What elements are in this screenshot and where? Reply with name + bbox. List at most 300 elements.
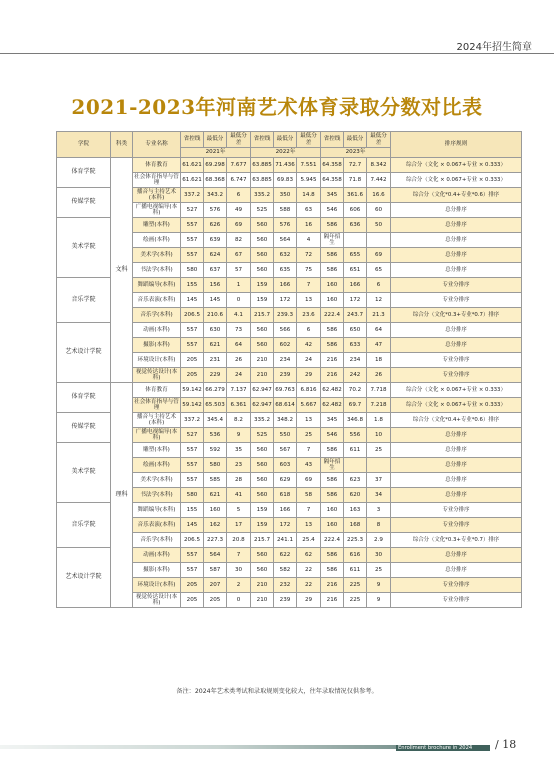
value-cell: 18 <box>367 353 391 368</box>
value-cell: 60 <box>367 203 391 218</box>
value-cell: 172 <box>344 293 367 308</box>
college-cell: 美术学院 <box>57 443 111 503</box>
value-cell: 557 <box>181 548 204 563</box>
rule-cell: 总分排序 <box>391 488 522 503</box>
value-cell: 65 <box>367 263 391 278</box>
value-cell: 16.6 <box>367 188 391 203</box>
value-cell: 7 <box>297 503 321 518</box>
rule-cell: 总分排序 <box>391 458 522 473</box>
value-cell: 59.142 <box>181 398 204 413</box>
rule-cell: 综合分（文化 × 0.067+专业 × 0.333） <box>391 158 522 173</box>
value-cell: 576 <box>204 203 227 218</box>
value-cell: 24 <box>227 368 251 383</box>
value-cell: 5.667 <box>297 398 321 413</box>
value-cell: 215.7 <box>251 533 274 548</box>
value-cell: 620 <box>344 488 367 503</box>
value-cell: 159 <box>251 278 274 293</box>
value-cell: 586 <box>321 443 344 458</box>
value-cell: 10 <box>367 428 391 443</box>
value-cell: 586 <box>321 218 344 233</box>
value-cell: 611 <box>344 563 367 578</box>
rule-cell: 专业分排序 <box>391 278 522 293</box>
value-cell: 560 <box>251 563 274 578</box>
value-cell: 23 <box>227 458 251 473</box>
table-header-row <box>57 132 522 148</box>
value-cell: 560 <box>251 323 274 338</box>
value-cell: 16 <box>297 218 321 233</box>
value-cell: 66.279 <box>204 383 227 398</box>
value-cell: 205 <box>204 593 227 608</box>
table-row <box>57 158 522 173</box>
value-cell: 557 <box>181 443 204 458</box>
major-cell: 动画(本科) <box>133 548 181 563</box>
value-cell: 632 <box>274 248 297 263</box>
value-cell: 557 <box>181 563 204 578</box>
value-cell: 69 <box>367 248 391 263</box>
value-cell: 560 <box>251 233 274 248</box>
value-cell: 隔年招生 <box>321 458 344 473</box>
rule-cell: 综合分（文化 × 0.067+专业 × 0.333） <box>391 173 522 188</box>
major-cell: 音乐学(本科) <box>133 308 181 323</box>
major-cell: 体育教育 <box>133 158 181 173</box>
value-cell: 72 <box>297 248 321 263</box>
value-cell: 62.947 <box>251 398 274 413</box>
value-cell: 585 <box>204 473 227 488</box>
rule-cell: 综合分（文化 × 0.067+专业 × 0.333） <box>391 398 522 413</box>
value-cell: 222.4 <box>321 533 344 548</box>
header-control-2022: 省控线 <box>251 132 274 148</box>
value-cell: 168 <box>344 518 367 533</box>
major-cell: 音乐学(本科) <box>133 533 181 548</box>
value-cell: 4 <box>297 233 321 248</box>
value-cell: 75 <box>297 263 321 278</box>
rule-cell: 总分排序 <box>391 263 522 278</box>
value-cell: 34 <box>367 488 391 503</box>
value-cell: 21.3 <box>367 308 391 323</box>
rule-cell: 综合分（文化*0.4+专业*0.6）排序 <box>391 188 522 203</box>
value-cell: 241.1 <box>274 533 297 548</box>
major-cell: 舞蹈编导(本科) <box>133 503 181 518</box>
page-number: / 18 <box>495 738 517 751</box>
value-cell: 22 <box>297 563 321 578</box>
value-cell: 69 <box>297 473 321 488</box>
value-cell: 64 <box>367 323 391 338</box>
value-cell: 5 <box>227 503 251 518</box>
value-cell: 25 <box>367 443 391 458</box>
value-cell: 162 <box>204 518 227 533</box>
major-cell: 书法学(本科) <box>133 488 181 503</box>
value-cell: 630 <box>204 323 227 338</box>
value-cell: 7.551 <box>297 158 321 173</box>
value-cell: 7 <box>297 278 321 293</box>
value-cell: 576 <box>274 218 297 233</box>
rule-cell: 专业分排序 <box>391 503 522 518</box>
value-cell: 557 <box>181 248 204 263</box>
value-cell: 29 <box>297 368 321 383</box>
college-cell: 体育学院 <box>57 158 111 188</box>
value-cell: 210 <box>251 593 274 608</box>
rule-cell: 总分排序 <box>391 473 522 488</box>
value-cell: 63.885 <box>251 173 274 188</box>
header-major: 专业名称 <box>133 132 181 158</box>
value-cell: 222.4 <box>321 308 344 323</box>
value-cell: 57 <box>227 263 251 278</box>
value-cell: 隔年招生 <box>321 233 344 248</box>
category-cell: 理科 <box>111 383 133 608</box>
value-cell: 560 <box>251 548 274 563</box>
value-cell: 557 <box>181 323 204 338</box>
value-cell: 216 <box>321 578 344 593</box>
value-cell: 160 <box>321 293 344 308</box>
value-cell: 636 <box>344 218 367 233</box>
header-diff-2023: 最低分差 <box>367 132 391 148</box>
value-cell: 2 <box>227 578 251 593</box>
value-cell: 525 <box>251 428 274 443</box>
value-cell: 50 <box>367 218 391 233</box>
value-cell: 62.482 <box>321 398 344 413</box>
header-min-2021: 最低分 <box>204 132 227 148</box>
value-cell: 564 <box>204 548 227 563</box>
value-cell: 586 <box>321 473 344 488</box>
value-cell: 7 <box>297 443 321 458</box>
value-cell: 557 <box>181 218 204 233</box>
value-cell: 28 <box>227 473 251 488</box>
value-cell: 546 <box>321 428 344 443</box>
value-cell: 155 <box>181 503 204 518</box>
value-cell: 6.361 <box>227 398 251 413</box>
value-cell: 69.298 <box>204 158 227 173</box>
value-cell: 629 <box>274 473 297 488</box>
value-cell: 566 <box>274 323 297 338</box>
value-cell: 6.747 <box>227 173 251 188</box>
college-cell: 艺术设计学院 <box>57 548 111 608</box>
header-rule: 排序规则 <box>391 132 522 158</box>
value-cell: 621 <box>204 338 227 353</box>
value-cell: 8.2 <box>227 413 251 428</box>
value-cell: 73 <box>227 323 251 338</box>
value-cell: 560 <box>251 263 274 278</box>
value-cell: 69.7 <box>344 398 367 413</box>
value-cell: 618 <box>274 488 297 503</box>
value-cell: 8.342 <box>367 158 391 173</box>
value-cell: 560 <box>251 218 274 233</box>
value-cell: 556 <box>344 428 367 443</box>
value-cell: 586 <box>321 563 344 578</box>
value-cell: 0 <box>227 293 251 308</box>
value-cell: 160 <box>204 503 227 518</box>
value-cell: 655 <box>344 248 367 263</box>
value-cell: 348.2 <box>274 413 297 428</box>
value-cell: 231 <box>204 353 227 368</box>
value-cell: 586 <box>321 248 344 263</box>
value-cell: 69.83 <box>274 173 297 188</box>
value-cell: 59.142 <box>181 383 204 398</box>
major-cell: 雕塑(本科) <box>133 443 181 458</box>
value-cell: 603 <box>274 458 297 473</box>
major-cell: 社会体育指导与管理 <box>134 173 179 186</box>
college-cell: 传媒学院 <box>57 188 111 218</box>
value-cell: 62 <box>297 548 321 563</box>
value-cell: 527 <box>181 203 204 218</box>
value-cell: 560 <box>251 458 274 473</box>
value-cell: 62.482 <box>321 383 344 398</box>
value-cell: 622 <box>274 548 297 563</box>
value-cell: 651 <box>344 263 367 278</box>
college-cell: 美术学院 <box>57 218 111 278</box>
value-cell: 163 <box>344 503 367 518</box>
value-cell: 145 <box>181 518 204 533</box>
value-cell: 6.816 <box>297 383 321 398</box>
value-cell: 586 <box>321 263 344 278</box>
value-cell: 239 <box>274 368 297 383</box>
value-cell: 616 <box>344 548 367 563</box>
value-cell: 7.137 <box>227 383 251 398</box>
value-cell: 536 <box>204 428 227 443</box>
value-cell: 70.2 <box>344 383 367 398</box>
value-cell: 61.621 <box>181 173 204 188</box>
value-cell: 210 <box>251 353 274 368</box>
value-cell: 1.8 <box>367 413 391 428</box>
score-table <box>56 131 522 608</box>
value-cell: 72.7 <box>344 158 367 173</box>
value-cell: 225.3 <box>344 533 367 548</box>
major-cell: 视觉传达设计(本科) <box>133 368 181 383</box>
value-cell: 47 <box>367 338 391 353</box>
value-cell: 71.436 <box>274 158 297 173</box>
value-cell: 635 <box>274 263 297 278</box>
value-cell: 160 <box>321 503 344 518</box>
value-cell: 582 <box>274 563 297 578</box>
rule-cell: 总分排序 <box>391 338 522 353</box>
value-cell: 65.503 <box>204 398 227 413</box>
value-cell: 242 <box>344 368 367 383</box>
value-cell: 13 <box>297 518 321 533</box>
value-cell: 225 <box>344 593 367 608</box>
value-cell: 227.3 <box>204 533 227 548</box>
major-cell: 环境设计(本科) <box>133 353 181 368</box>
value-cell: 145 <box>181 293 204 308</box>
major-cell: 广播电视编导(本科) <box>133 428 181 443</box>
value-cell: 205 <box>181 578 204 593</box>
rule-cell: 专业分排序 <box>391 293 522 308</box>
value-cell: 232 <box>274 578 297 593</box>
value-cell: 69 <box>227 218 251 233</box>
value-cell: 345 <box>321 413 344 428</box>
rule-cell: 综合分（文化*0.3+专业*0.7）排序 <box>391 308 522 323</box>
value-cell: 4.1 <box>227 308 251 323</box>
major-cell: 广播电视编导(本科) <box>133 203 181 218</box>
value-cell: 564 <box>274 233 297 248</box>
value-cell: 234 <box>344 353 367 368</box>
value-cell: 216 <box>321 593 344 608</box>
major-cell: 音乐表演(本科) <box>133 518 181 533</box>
value-cell: 64.358 <box>321 158 344 173</box>
value-cell: 9 <box>227 428 251 443</box>
value-cell: 626 <box>204 218 227 233</box>
value-cell: 42 <box>297 338 321 353</box>
value-cell: 216 <box>321 368 344 383</box>
value-cell: 20.8 <box>227 533 251 548</box>
rule-cell: 总分排序 <box>391 218 522 233</box>
value-cell: 13 <box>297 293 321 308</box>
college-cell: 音乐学院 <box>57 278 111 323</box>
major-cell: 美术学(本科) <box>133 473 181 488</box>
value-cell: 343.2 <box>204 188 227 203</box>
value-cell: 637 <box>204 263 227 278</box>
footer-label: Enrollment brochure in 2024 <box>398 745 473 751</box>
value-cell: 172 <box>274 518 297 533</box>
value-cell: 210 <box>251 368 274 383</box>
value-cell: 35 <box>227 443 251 458</box>
value-cell: 229 <box>204 368 227 383</box>
header-rule <box>0 53 554 54</box>
header-year-2022: 2022年 <box>251 148 321 158</box>
rule-cell: 总分排序 <box>391 563 522 578</box>
value-cell: 71.8 <box>344 173 367 188</box>
college-cell: 体育学院 <box>57 383 111 413</box>
value-cell: 43 <box>297 458 321 473</box>
value-cell: 7.218 <box>367 398 391 413</box>
value-cell: 210 <box>251 578 274 593</box>
value-cell: 58 <box>297 488 321 503</box>
value-cell: 546 <box>321 203 344 218</box>
value-cell: 580 <box>181 263 204 278</box>
college-cell: 艺术设计学院 <box>57 323 111 383</box>
value-cell: 602 <box>274 338 297 353</box>
value-cell: 567 <box>274 443 297 458</box>
value-cell: 6 <box>297 323 321 338</box>
rule-cell: 专业分排序 <box>391 353 522 368</box>
value-cell: 1 <box>227 278 251 293</box>
value-cell: 63.885 <box>251 158 274 173</box>
rule-cell: 总分排序 <box>391 203 522 218</box>
value-cell: 580 <box>204 458 227 473</box>
major-cell: 书法学(本科) <box>133 263 181 278</box>
value-cell: 166 <box>344 278 367 293</box>
value-cell: 69.763 <box>274 383 297 398</box>
value-cell: 624 <box>204 248 227 263</box>
value-cell: 145 <box>204 293 227 308</box>
value-cell: 206.5 <box>181 533 204 548</box>
value-cell: 61.621 <box>181 158 204 173</box>
value-cell: 560 <box>251 248 274 263</box>
header-year-2023: 2023年 <box>321 148 391 158</box>
category-cell: 文科 <box>111 158 133 383</box>
value-cell: 67 <box>227 248 251 263</box>
major-cell: 播音与主持艺术(本科) <box>133 188 181 203</box>
footnote: 备注：2024年艺术类考试和录取规则变化较大，往年录取情况仅供参考。 <box>176 688 378 695</box>
value-cell: 7.442 <box>367 173 391 188</box>
table-row <box>57 383 522 398</box>
header-year-2021: 2021年 <box>181 148 251 158</box>
value-cell: 557 <box>181 338 204 353</box>
value-cell: 560 <box>251 338 274 353</box>
college-cell: 传媒学院 <box>57 413 111 443</box>
value-cell: 560 <box>251 473 274 488</box>
value-cell: 25 <box>367 563 391 578</box>
rule-cell: 总分排序 <box>391 443 522 458</box>
value-cell: 13 <box>297 413 321 428</box>
rule-cell: 总分排序 <box>391 323 522 338</box>
header-control-2021: 省控线 <box>181 132 204 148</box>
value-cell: 14.8 <box>297 188 321 203</box>
value-cell: 160 <box>321 278 344 293</box>
value-cell: 9 <box>367 593 391 608</box>
value-cell: 346.8 <box>344 413 367 428</box>
value-cell: 557 <box>181 458 204 473</box>
value-cell: 68.614 <box>274 398 297 413</box>
value-cell: 6 <box>367 278 391 293</box>
value-cell: 25 <box>297 428 321 443</box>
value-cell <box>367 233 391 248</box>
value-cell: 592 <box>204 443 227 458</box>
value-cell: 243.7 <box>344 308 367 323</box>
value-cell: 166 <box>274 503 297 518</box>
value-cell: 207 <box>204 578 227 593</box>
value-cell: 6 <box>227 188 251 203</box>
major-cell: 体育教育 <box>133 383 181 398</box>
rule-cell: 专业分排序 <box>391 593 522 608</box>
value-cell: 361.6 <box>344 188 367 203</box>
value-cell: 588 <box>274 203 297 218</box>
major-cell: 音乐表演(本科) <box>133 293 181 308</box>
value-cell <box>344 233 367 248</box>
value-cell: 239 <box>274 593 297 608</box>
major-cell: 视觉传达设计(本科) <box>133 593 181 608</box>
value-cell: 580 <box>181 488 204 503</box>
value-cell: 650 <box>344 323 367 338</box>
value-cell: 639 <box>204 233 227 248</box>
value-cell: 41 <box>227 488 251 503</box>
rule-cell: 综合分（文化*0.3+专业*0.7）排序 <box>391 533 522 548</box>
value-cell: 210.6 <box>204 308 227 323</box>
value-cell: 155 <box>181 278 204 293</box>
value-cell: 216 <box>321 353 344 368</box>
major-cell: 绘画(本科) <box>133 233 181 248</box>
value-cell: 159 <box>251 503 274 518</box>
value-cell: 225 <box>344 578 367 593</box>
value-cell: 17 <box>227 518 251 533</box>
value-cell: 606 <box>344 203 367 218</box>
value-cell <box>367 458 391 473</box>
value-cell: 345.4 <box>204 413 227 428</box>
value-cell: 82 <box>227 233 251 248</box>
value-cell: 172 <box>274 293 297 308</box>
value-cell: 7.677 <box>227 158 251 173</box>
value-cell: 623 <box>344 473 367 488</box>
value-cell: 586 <box>321 338 344 353</box>
value-cell: 550 <box>274 428 297 443</box>
value-cell: 205 <box>181 368 204 383</box>
major-cell: 摄影(本科) <box>133 563 181 578</box>
rule-cell: 综合分（文化*0.4+专业*0.6）排序 <box>391 413 522 428</box>
rule-cell: 总分排序 <box>391 248 522 263</box>
value-cell: 22 <box>297 578 321 593</box>
value-cell: 8 <box>367 518 391 533</box>
major-cell: 环境设计(本科) <box>133 578 181 593</box>
value-cell: 215.7 <box>251 308 274 323</box>
value-cell: 335.2 <box>251 413 274 428</box>
value-cell: 12 <box>367 293 391 308</box>
value-cell: 156 <box>204 278 227 293</box>
rule-cell: 专业分排序 <box>391 368 522 383</box>
value-cell: 64 <box>227 338 251 353</box>
value-cell: 205 <box>181 593 204 608</box>
major-cell: 播音与主持艺术(本科) <box>133 413 181 428</box>
header-min-2022: 最低分 <box>274 132 297 148</box>
value-cell <box>344 458 367 473</box>
value-cell: 234 <box>274 353 297 368</box>
